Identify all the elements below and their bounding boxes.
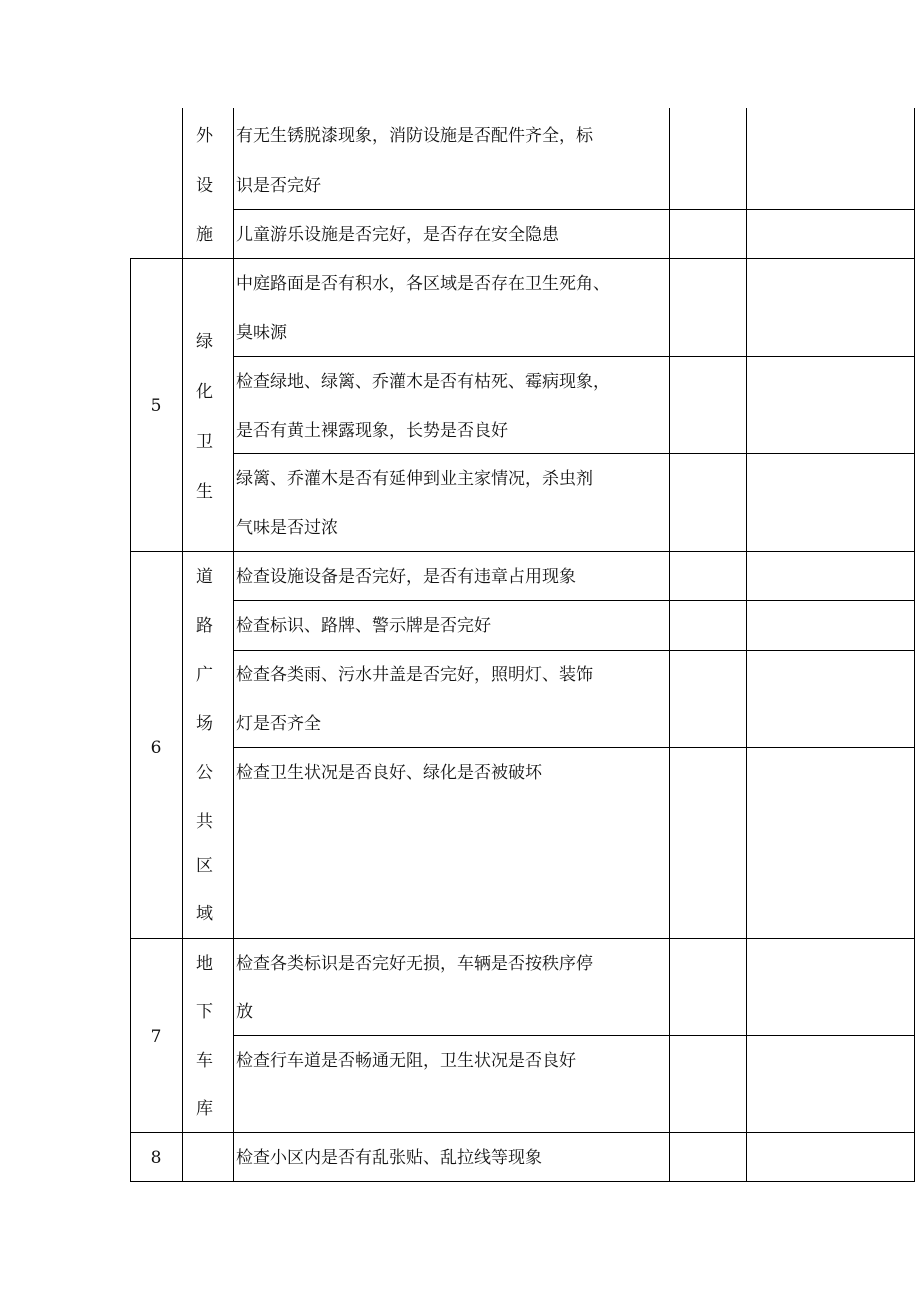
grid-line xyxy=(746,108,747,1182)
grid-line xyxy=(233,356,915,357)
grid-line xyxy=(669,108,670,1182)
item-text: 放 xyxy=(236,1002,253,1022)
category-char: 广 xyxy=(196,665,213,685)
grid-line xyxy=(130,938,915,939)
item-text: 检查各类标识是否完好无损，车辆是否按秩序停 xyxy=(236,954,593,974)
row-number: 7 xyxy=(150,1027,162,1047)
grid-line xyxy=(233,209,915,210)
item-text: 中庭路面是否有积水，各区域是否存在卫生死角、 xyxy=(236,274,610,294)
item-text: 灯是否齐全 xyxy=(236,714,321,734)
item-text: 检查标识、路牌、警示牌是否完好 xyxy=(236,616,491,636)
category-char: 域 xyxy=(196,904,213,924)
category-char: 设 xyxy=(196,176,213,196)
item-text: 绿篱、乔灌木是否有延伸到业主家情况，杀虫剂 xyxy=(236,469,593,489)
grid-line xyxy=(182,108,183,1182)
category-char: 生 xyxy=(196,482,213,502)
category-char: 绿 xyxy=(196,332,213,352)
grid-line xyxy=(233,650,915,651)
row-number: 6 xyxy=(150,738,162,758)
category-char: 施 xyxy=(196,225,213,245)
item-text: 检查各类雨、污水井盖是否完好，照明灯、装饰 xyxy=(236,665,593,685)
grid-line xyxy=(233,600,915,601)
row-number: 5 xyxy=(150,396,162,416)
grid-line xyxy=(233,453,915,454)
category-char: 地 xyxy=(196,954,213,974)
item-text: 有无生锈脱漆现象，消防设施是否配件齐全，标 xyxy=(236,126,593,146)
category-char: 卫 xyxy=(196,432,213,452)
grid-line xyxy=(130,1181,915,1182)
item-text: 检查设施设备是否完好，是否有违章占用现象 xyxy=(236,567,576,587)
category-char: 共 xyxy=(196,812,213,832)
item-text: 是否有黄土裸露现象，长势是否良好 xyxy=(236,421,508,441)
item-text: 臭味源 xyxy=(236,323,287,343)
item-text: 检查卫生状况是否良好、绿化是否被破坏 xyxy=(236,763,542,783)
grid-line xyxy=(914,108,915,1182)
item-text: 儿童游乐设施是否完好，是否存在安全隐患 xyxy=(236,225,559,245)
category-char: 道 xyxy=(196,567,213,587)
item-text: 气味是否过浓 xyxy=(236,518,338,538)
category-char: 场 xyxy=(196,714,213,734)
grid-line xyxy=(233,1035,915,1036)
category-char: 外 xyxy=(196,126,213,146)
item-text: 检查绿地、绿篱、乔灌木是否有枯死、霉病现象， xyxy=(236,372,610,392)
category-char: 公 xyxy=(196,763,213,783)
category-char: 区 xyxy=(196,856,213,876)
category-char: 化 xyxy=(196,382,213,402)
item-text: 检查小区内是否有乱张贴、乱拉线等现象 xyxy=(236,1148,542,1168)
item-text: 检查行车道是否畅通无阻，卫生状况是否良好 xyxy=(236,1051,576,1071)
grid-line xyxy=(233,108,234,1182)
category-char: 库 xyxy=(196,1099,213,1119)
row-number: 8 xyxy=(150,1148,162,1168)
grid-line xyxy=(233,747,915,748)
grid-line xyxy=(130,258,915,259)
item-text: 识是否完好 xyxy=(236,176,321,196)
category-char: 下 xyxy=(196,1002,213,1022)
grid-line xyxy=(130,551,915,552)
category-char: 路 xyxy=(196,616,213,636)
grid-line xyxy=(130,1132,915,1133)
category-char: 车 xyxy=(196,1051,213,1071)
